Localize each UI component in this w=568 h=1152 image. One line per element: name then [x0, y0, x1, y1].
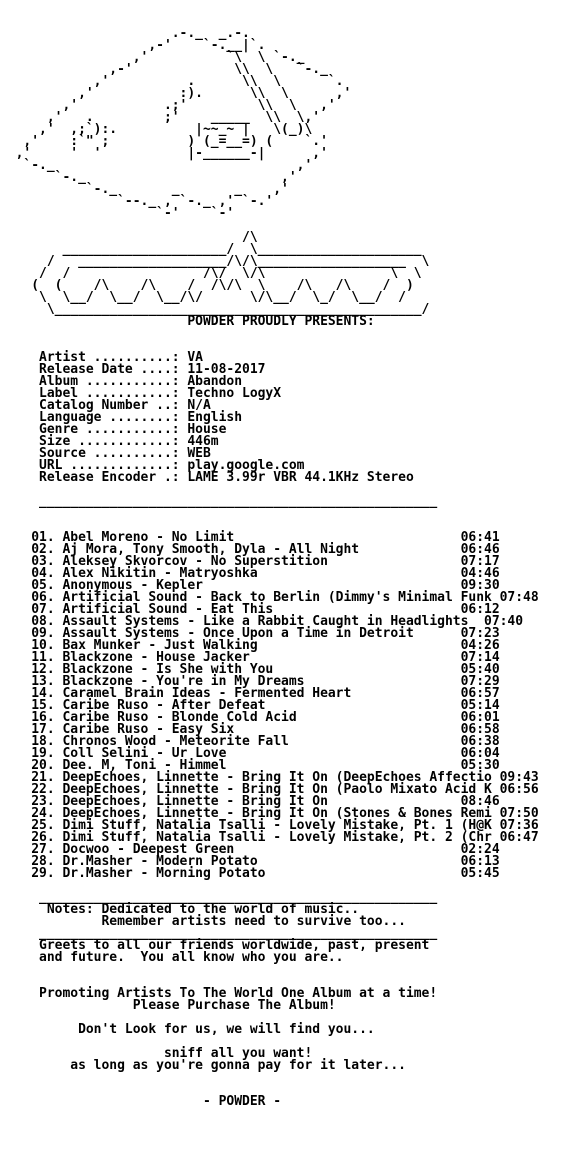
- nfo-line: ,' `\ \ `-._: [0, 50, 305, 65]
- nfo-line: 24. DeepEchoes, Linnette - Bring It On (Stones & Bones Remi 07:50: [0, 806, 539, 821]
- nfo-line: sniff all you want!: [0, 1046, 313, 1061]
- nfo-line: Please Purchase The Album!: [0, 998, 336, 1013]
- nfo-line: _____________________/ \_____________________: [0, 242, 422, 257]
- nfo-line: / / /\/ \/\ \ \: [0, 266, 422, 281]
- nfo-line: `-._ ,': [0, 158, 313, 173]
- nfo-line: Catalog Number ..: N/A: [0, 398, 211, 413]
- nfo-line: \ \__/ \__/ \__/\/ \/\__/ \_/ \__/ /: [0, 290, 406, 305]
- nfo-line: ___________________________________________________: [0, 494, 438, 509]
- nfo-line: 17. Caribe Ruso - Easy Six 06:58: [0, 722, 500, 737]
- nfo-line: ,' :`" ; ) (_=__=) ( `.': [0, 134, 328, 149]
- nfo-line: and future. You all know who you are..: [0, 950, 344, 965]
- nfo-line: 19. Coll Selini - Ur Love 06:04: [0, 746, 500, 761]
- nfo-line: 25. Dimi Stuff, Natalia Tsalli - Lovely Mistake, Pt. 1 (H@K 07:36: [0, 818, 539, 833]
- nfo-line: / ___________________/\/\___________________ \: [0, 254, 430, 269]
- nfo-line: 28. Dr.Masher - Modern Potato 06:13: [0, 854, 500, 869]
- nfo-line: Remember artists need to survive too...: [0, 914, 406, 929]
- nfo-line: 15. Caribe Ruso - After Defeat 05:14: [0, 698, 500, 713]
- nfo-line: 27. Docwoo - Deepest Green 02:24: [0, 842, 500, 857]
- nfo-line: 20. Dee. M, Toni - Himmel 05:30: [0, 758, 500, 773]
- nfo-line: ,' ' ' |-______-| ,': [0, 146, 328, 161]
- nfo-line: Album ...........: Abandon: [0, 374, 243, 389]
- nfo-line: \_______________________________________________/: [0, 302, 430, 317]
- nfo-line: ,' :). \\ \ ,': [0, 86, 352, 101]
- nfo-line: ,' .;' \\ \ ,': [0, 98, 336, 113]
- nfo-line: `-._ ,': [0, 170, 297, 185]
- nfo-line: Don't Look for us, we will find you...: [0, 1022, 375, 1037]
- nfo-line: Release Date ....: 11-08-2017: [0, 362, 266, 377]
- nfo-line: `-' `-': [0, 206, 235, 221]
- nfo-line: 04. Alex Nikitin - Matryoshka 04:46: [0, 566, 500, 581]
- nfo-line: Genre ...........: House: [0, 422, 227, 437]
- nfo-line: Greets to all our friends worldwide, past, present: [0, 938, 430, 953]
- nfo-line: Language ........: English: [0, 410, 243, 425]
- nfo-line: 01. Abel Moreno - No Limit 06:41: [0, 530, 500, 545]
- nfo-line: 08. Assault Systems - Like a Rabbit Caught in Headlights 07:40: [0, 614, 524, 629]
- nfo-line: .-._ _.-.: [0, 26, 250, 41]
- nfo-line: ,' ,;`):. |~~_~ | \(_)\: [0, 122, 313, 137]
- nfo-line: ___________________________________________________: [0, 890, 438, 905]
- nfo-line: Promoting Artists To The World One Album at a time!: [0, 986, 438, 1001]
- nfo-line: Source ..........: WEB: [0, 446, 211, 461]
- nfo-line: 10. Bax Munker - Just Walking 04:26: [0, 638, 500, 653]
- nfo-line: - POWDER -: [0, 1094, 282, 1109]
- nfo-line: Size ............: 446m: [0, 434, 219, 449]
- nfo-line: 21. DeepEchoes, Linnette - Bring It On (DeepEchoes Affectio 09:43: [0, 770, 539, 785]
- nfo-line: 03. Aleksey Skvorcov - No Superstition 07:17: [0, 554, 500, 569]
- nfo-line: 02. Aj Mora, Tony Smooth, Dyla - All Night 06:46: [0, 542, 500, 557]
- nfo-line: ,' . ;' _____ \\ \,': [0, 110, 321, 125]
- nfo-line: 07. Artificial Sound - Eat This 06:12: [0, 602, 500, 617]
- nfo-line: 23. DeepEchoes, Linnette - Bring It On 08:46: [0, 794, 500, 809]
- nfo-line: 12. Blackzone - Is She with You 05:40: [0, 662, 500, 677]
- nfo-line: `-._ _ _ ,': [0, 182, 289, 197]
- nfo-line: 26. Dimi Stuff, Natalia Tsalli - Lovely Mistake, Pt. 2 (Chr 06:47: [0, 830, 539, 845]
- nfo-line: 13. Blackzone - You're in My Dreams 07:29: [0, 674, 500, 689]
- nfo-line: 11. Blackzone - House Jacker 07:14: [0, 650, 500, 665]
- nfo-line: Release Encoder .: LAME 3.99r VBR 44.1KHz Stereo: [0, 470, 414, 485]
- nfo-line: 06. Artificial Sound - Back to Berlin (Dimmy's Minimal Funk 07:48: [0, 590, 539, 605]
- nfo-line: 22. DeepEchoes, Linnette - Bring It On (Paolo Mixato Acid K 06:56: [0, 782, 539, 797]
- nfo-line: 29. Dr.Masher - Morning Potato 05:45: [0, 866, 500, 881]
- nfo-line: ,-' \\ \ `-._: [0, 62, 328, 77]
- nfo-line: ( ( /\ /\ / /\/\ \ /\ /\ / ): [0, 278, 414, 293]
- nfo-line: ,-' `-.__|`.: [0, 38, 266, 53]
- nfo-line: 09. Assault Systems - Once Upon a Time in Detroit 07:23: [0, 626, 500, 641]
- nfo-line: ___________________________________________________: [0, 926, 438, 941]
- nfo-line: POWDER PROUDLY PRESENTS:: [0, 314, 375, 329]
- nfo-line: Label ...........: Techno LogyX: [0, 386, 282, 401]
- nfo-line: URL .............: play.google.com: [0, 458, 305, 473]
- nfo-line: Artist ..........: VA: [0, 350, 203, 365]
- nfo-line: 05. Anonymous - Kepler 09:30: [0, 578, 500, 593]
- nfo-line: `--._ , `-._ ,' `-.': [0, 194, 274, 209]
- nfo-line: /\: [0, 230, 258, 245]
- nfo-line: as long as you're gonna pay for it later...: [0, 1058, 406, 1073]
- nfo-line: 16. Caribe Ruso - Blonde Cold Acid 06:01: [0, 710, 500, 725]
- nfo-line: Notes: Dedicated to the world of music..: [0, 902, 360, 917]
- nfo-line: 18. Chronos Wood - Meteorite Fall 06:38: [0, 734, 500, 749]
- nfo-line: 14. Caramel Brain Ideas - Fermented Heart 06:57: [0, 686, 500, 701]
- nfo-line: ,' . \\ \ `.: [0, 74, 344, 89]
